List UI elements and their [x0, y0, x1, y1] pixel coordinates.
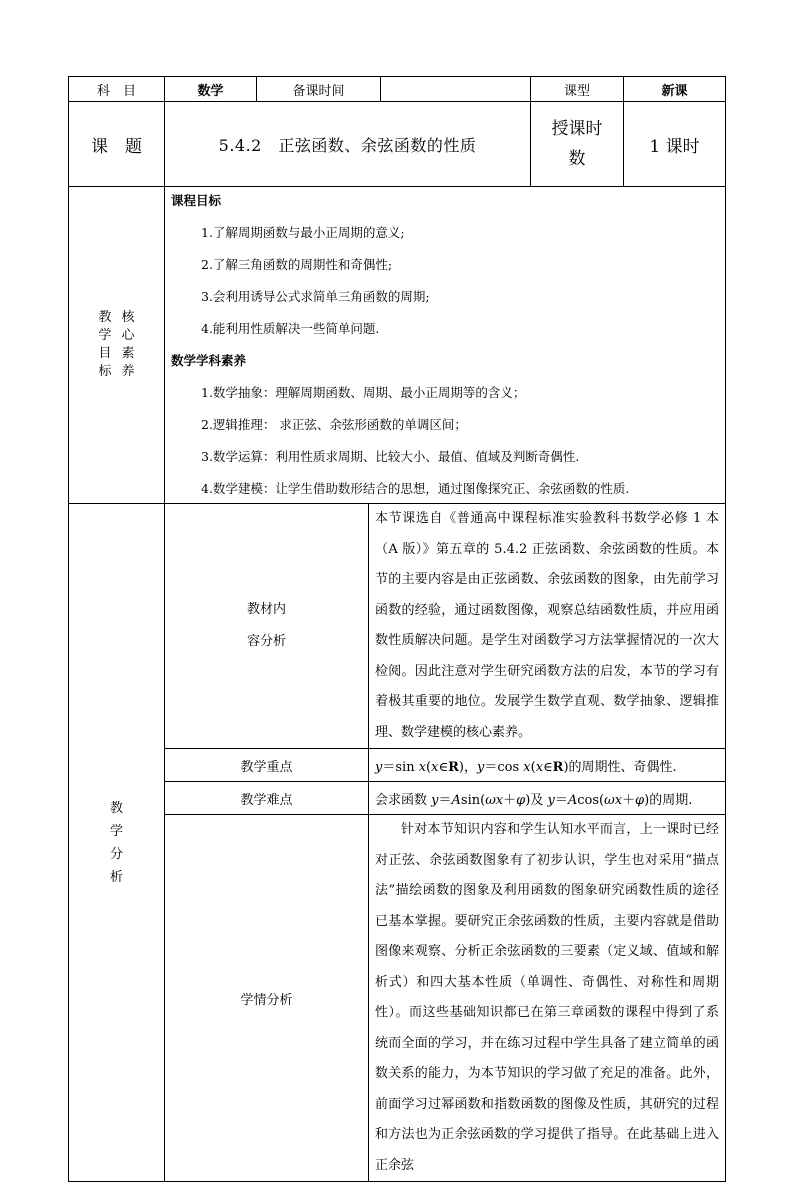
- math-text: (: [530, 759, 536, 775]
- material-label: [165, 504, 369, 749]
- difficulty-text: [369, 782, 726, 815]
- course-goal-item: 4.能利用性质解决一些简单问题.: [201, 321, 380, 336]
- goals-side-char: 养: [121, 364, 135, 379]
- subject-label: 科 目: [69, 77, 165, 102]
- course-goal-item: 1.了解周期函数与最小正周期的意义;: [201, 225, 405, 240]
- math-set: R: [552, 759, 564, 775]
- math-var: φ: [516, 792, 526, 808]
- course-goal-item: 3.会利用诱导公式求简单三角函数的周期;: [201, 289, 430, 304]
- class-hours-label-line2: 数: [568, 149, 586, 169]
- analysis-side-char: 分: [109, 846, 123, 862]
- key-points-row: [69, 749, 726, 782]
- math-var: ωx: [604, 792, 623, 808]
- math-var: y: [476, 759, 485, 775]
- goals-side-char: 素: [121, 346, 135, 361]
- class-hours-label: [531, 102, 624, 187]
- math-text: ＝: [554, 792, 568, 808]
- literacy-item: 4.数学建模：让学生借助数形结合的思想，通过图像探究正、余弦函数的性质.: [201, 481, 630, 496]
- math-var: A: [451, 792, 461, 808]
- goals-side-char: 心: [121, 328, 135, 343]
- math-text: ＋: [622, 792, 636, 808]
- topic-row: [69, 102, 726, 187]
- class-hours-value: 1 课时: [624, 102, 726, 187]
- math-text: cos(: [577, 792, 605, 808]
- math-var: x: [418, 759, 427, 775]
- literacy-item: 2.逻辑推理： 求正弦、余弦形函数的单调区间；: [201, 417, 467, 432]
- prep-time-value: [381, 77, 531, 102]
- literacy-item: 3.数学运算：利用性质求周期、比较大小、最值、值域及判断奇偶性.: [201, 449, 580, 464]
- goals-side-char: 目: [98, 346, 112, 361]
- course-goal-item: 2.了解三角函数的周期性和奇偶性;: [201, 257, 393, 272]
- math-text: ＝: [438, 792, 452, 808]
- math-text: ＝sin: [382, 759, 419, 775]
- math-var: x: [535, 759, 544, 775]
- topic-title: 5.4.2 正弦函数、余弦函数的性质: [165, 102, 531, 187]
- literacy-heading: 数学学科素养: [171, 353, 247, 368]
- math-var: A: [567, 792, 578, 808]
- math-var: x: [523, 759, 531, 775]
- topic-label: 课 题: [69, 102, 165, 187]
- goals-row: [69, 187, 726, 504]
- lesson-plan-page: [68, 76, 725, 1182]
- math-text: (: [426, 759, 432, 775]
- math-text: sin(: [460, 792, 486, 808]
- math-text: )及: [525, 792, 548, 808]
- analysis-side-label: [69, 504, 165, 1182]
- math-text: ∈: [438, 759, 449, 775]
- lesson-plan-table: [68, 76, 726, 1182]
- material-text: 本节课选自《普通高中课程标准实验教科书数学必修 1 本（A 版）》第五章的 5.4.2 正弦函数、余弦函数的性质。本节的主要内容是由正弦函数、余弦函数的图象，由先前学习函数的经验，通过函数图像，观察总结函数性质，并应用函数性质解决问题。是学生对函数学习方法掌握情况的一次大检阅。因此注意对学生研究函数方法的启发，本节的学习有着极其重要的地位。发展学生数学直观、数学抽象、逻辑推理、数学建模的核心素养。: [369, 504, 726, 749]
- analysis-side-char: 析: [109, 869, 123, 885]
- goals-side-char: 教: [98, 310, 112, 325]
- goals-side-label: [69, 187, 165, 504]
- math-var: ωx: [485, 792, 504, 808]
- analysis-side-char: 教: [109, 800, 123, 816]
- math-var: y: [547, 792, 555, 808]
- math-text: 会求函数: [375, 792, 432, 808]
- math-var: y: [431, 792, 439, 808]
- math-var: y: [375, 759, 383, 775]
- goals-side-char: 核: [121, 310, 135, 325]
- prep-time-label: 备课时间: [257, 77, 381, 102]
- math-text: )的周期.: [644, 792, 693, 808]
- lesson-type-label: 课型: [531, 77, 624, 102]
- goals-side-char: 学: [98, 328, 112, 343]
- math-text: ＝cos: [484, 759, 524, 775]
- math-text: )的周期性、奇偶性.: [563, 759, 677, 775]
- course-goals-heading: 课程目标: [171, 193, 222, 208]
- math-text: ＋: [503, 792, 517, 808]
- difficulty-label: 教学难点: [165, 782, 369, 815]
- material-label-line1: 教材内: [246, 602, 286, 617]
- literacy-item: 1.数学抽象：理解周期函数、周期、最小正周期等的含义；: [201, 385, 526, 400]
- key-points-text: [369, 749, 726, 782]
- situation-label: 学情分析: [165, 815, 369, 1182]
- key-points-label: 教学重点: [165, 749, 369, 782]
- situation-text: 针对本节知识内容和学生认知水平而言，上一课时已经对正弦、余弦函数图象有了初步认识，学生也对采用“描点法”描绘函数的图象及利用函数的图象研究函数性质的途径已基本掌握。要研究正余弦函数的性质，主要内容就是借助图像来观察、分析正余弦函数的三要素（定义域、值域和解析式）和四大基本性质（单调性、奇偶性、对称性和周期性）。而这些基础知识都已在第三章函数的课程中得到了系统而全面的学习，并在练习过程中学生具备了建立简单的函数关系的能力，为本节知识的学习做了充足的准备。此外，前面学习过幂函数和指数函数的图像及性质，其研究的过程和方法也为正余弦函数的学习提供了指导。在此基础上进入正余弦: [369, 815, 726, 1182]
- goals-content: [165, 187, 726, 504]
- math-text: )，: [458, 759, 477, 775]
- lesson-type-value: 新课: [624, 77, 726, 102]
- header-row: [69, 77, 726, 102]
- goals-side-char: 标: [98, 364, 112, 379]
- math-text: ∈: [543, 759, 553, 775]
- math-set: R: [448, 759, 459, 775]
- subject-value: 数学: [165, 77, 257, 102]
- difficulty-row: [69, 782, 726, 815]
- math-var: φ: [635, 792, 645, 808]
- analysis-side-char: 学: [109, 823, 123, 839]
- math-var: x: [431, 759, 439, 775]
- material-row: [69, 504, 726, 749]
- class-hours-label-line1: 授课时: [551, 119, 603, 139]
- material-label-line2: 容分析: [246, 634, 286, 649]
- situation-row: [69, 815, 726, 1182]
